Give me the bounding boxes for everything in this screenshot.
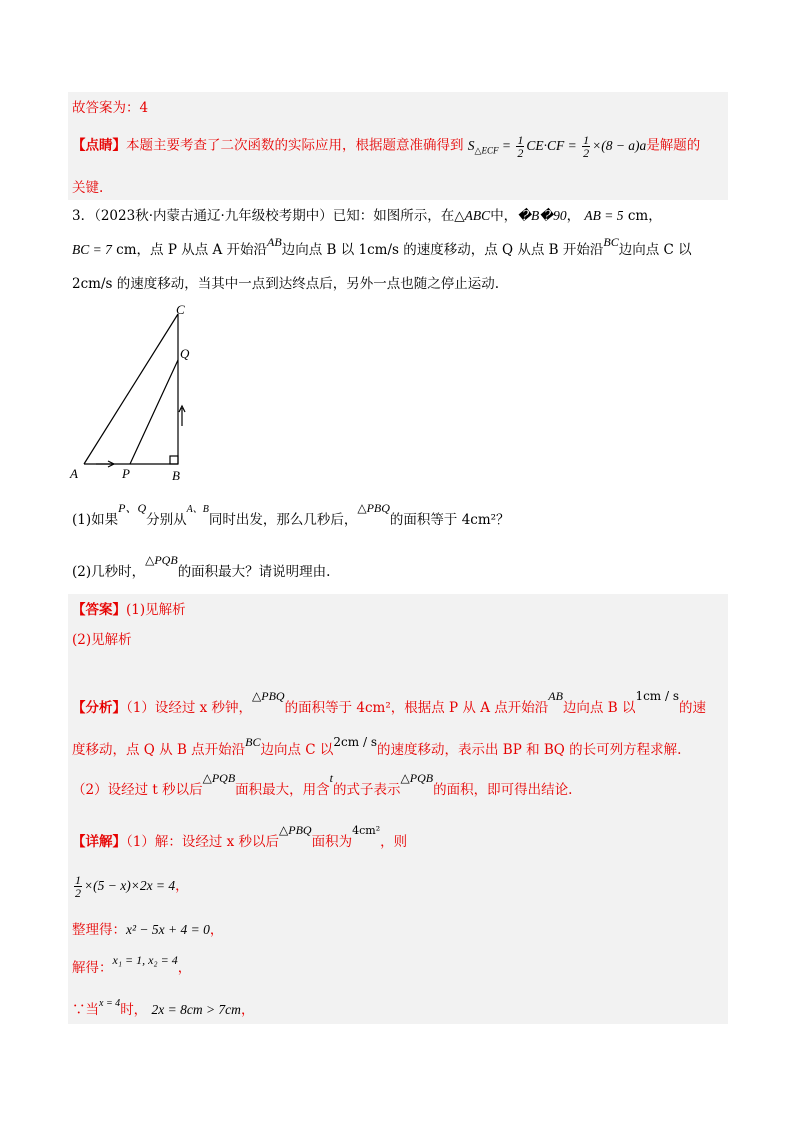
ab-raised: AB	[267, 235, 282, 249]
line2-c: 边向点 C 以	[618, 242, 692, 258]
simplify-label: 整理得：	[72, 922, 126, 938]
analysis-p3-d: 的面积，即可得出结论.	[433, 782, 573, 798]
analysis-p2-b: 边向点 C 以	[260, 742, 334, 758]
fraction-den: 2	[75, 886, 81, 900]
problem-number: 3．	[72, 208, 95, 224]
bc-raised: BC	[603, 235, 619, 249]
label-a: A	[70, 466, 78, 481]
analysis-p3-b: 面积最大，用含	[235, 782, 330, 798]
detail-p1-tri: △PBQ	[279, 823, 312, 837]
comment-line	[72, 134, 700, 160]
detail-p1-area: 4cm²	[352, 824, 381, 837]
label-p: P	[122, 466, 130, 481]
q1-pq: P、Q	[118, 501, 147, 515]
answer-tag-line	[72, 600, 186, 620]
analysis-p3-tri2: △PQB	[400, 771, 434, 785]
equation-3-comma: ，	[177, 960, 192, 976]
problem-line-3: 2cm/s 的速度移动，当其中一点到达终点后，另外一点也随之停止运动.	[72, 276, 500, 292]
problem-line-1	[72, 206, 662, 226]
question-1	[72, 501, 510, 532]
inequality-line	[72, 1000, 254, 1022]
equation-2-line	[72, 920, 223, 940]
after-tri: 中，	[490, 208, 518, 224]
fraction-half	[74, 874, 82, 899]
label-c: C	[176, 302, 185, 317]
q1-ab: A、B	[186, 504, 209, 515]
analysis-p1-c: 边向点 B 以	[562, 700, 636, 716]
q1-a: (1)如果	[72, 512, 119, 528]
answer-line: 故答案为：4	[72, 100, 149, 116]
analysis-p1-speed: 1cm / s	[635, 689, 680, 703]
comment-tag: 【点睛】	[72, 137, 126, 154]
analysis-tag: 【分析】	[72, 700, 126, 716]
analysis-p3-t: t	[329, 771, 334, 785]
cm-1: cm，	[627, 208, 662, 224]
analysis-p2-a: 度移动，点 Q 从 B 点开始沿	[72, 742, 246, 758]
comment-line-2: 关键.	[72, 180, 104, 196]
line2-b: 边向点 B 以 1cm/s 的速度移动，点 Q 从点 B 开始沿	[281, 242, 604, 258]
label-b: B	[172, 468, 180, 483]
detail-p1-b: 面积为	[311, 834, 353, 850]
comment-text-a: 本题主要考查了二次函数的实际应用，根据题意准确得到	[126, 137, 464, 154]
equation-2-comma: ，	[209, 922, 224, 938]
analysis-p1-a: （1）设经过 x 秒钟，	[126, 700, 253, 716]
shi-label: 时，	[120, 1002, 148, 1018]
equation-3-line	[72, 953, 192, 978]
question-2	[72, 553, 331, 582]
x-equals-4: x = 4	[99, 998, 121, 1009]
problem-source: （2023秋·内蒙古通辽·九年级校考期中）已知：如图所示，在	[94, 208, 455, 224]
q1-d: 的面积等于 4cm²？	[389, 512, 510, 528]
q2-a: (2)几秒时，	[72, 564, 146, 580]
right-angle-mark	[170, 456, 178, 464]
analysis-line-2	[72, 735, 682, 760]
triangle-abc: △ABC	[454, 208, 491, 223]
label-q: Q	[180, 346, 190, 361]
comment-text-b: 是解题的	[646, 137, 701, 154]
answer-2-line: (2)见解析	[72, 632, 132, 648]
q1-c: 同时出发，那么几秒后，	[208, 512, 358, 528]
q2-b: 的面积最大？请说明理由.	[177, 564, 331, 580]
comma-1: ，	[566, 208, 581, 224]
equation-1-line	[72, 874, 189, 899]
equation-1: ×(5 − x)×2x = 4	[84, 878, 176, 893]
analysis-p3-tri: △PQB	[202, 771, 236, 785]
q2-tri: △PQB	[145, 553, 178, 567]
garbled-angle: �B�90	[517, 208, 567, 223]
fraction-num: 1	[75, 873, 81, 887]
segment-pq	[130, 360, 178, 464]
detail-line-1	[72, 823, 408, 853]
analysis-p3-a: （2）设经过 t 秒以后	[72, 782, 203, 798]
analysis-p1-ab: AB	[548, 689, 563, 703]
because-label: ∵当	[72, 1002, 99, 1018]
side-ac	[84, 314, 178, 464]
solve-label: 解得：	[72, 960, 113, 976]
analysis-p3-c: 的式子表示	[333, 782, 401, 798]
analysis-p1-b: 的面积等于 4cm²，根据点 P 从 A 点开始沿	[284, 700, 549, 716]
equation-2: x² − 5x + 4 = 0	[126, 922, 210, 937]
triangle-figure	[66, 300, 206, 484]
q1-b: 分别从	[146, 512, 187, 528]
analysis-p1-d: 的速	[679, 700, 707, 716]
detail-tag: 【详解】	[72, 834, 126, 850]
comment-formula: $S_{\triangle ECF}$ = $\frac{1}{2}$ CE·CF = $\frac{1}{2}$ ×(8 − a)a	[467, 133, 647, 160]
line2-a: cm，点 P 从点 A 开始沿	[116, 242, 268, 258]
equation-3: x₁ = 1, x₂ = 4	[112, 953, 178, 967]
analysis-p2-c: 的速度移动，表示出 BP 和 BQ 的长可列方程求解.	[377, 742, 682, 758]
q1-tri: △PBQ	[357, 501, 390, 515]
analysis-line-3	[72, 771, 573, 800]
answer-1: (1)见解析	[126, 602, 186, 618]
equation-1-comma: ，	[175, 878, 189, 894]
analysis-p2-speed: 2cm / s	[333, 735, 377, 749]
detail-p1-c: ，则	[380, 834, 408, 850]
analysis-p1-tri: △PBQ	[252, 689, 285, 703]
analysis-line-1	[72, 689, 707, 718]
inequality: 2x = 8cm > 7cm	[151, 1002, 241, 1017]
detail-p1-a: （1）解：设经过 x 秒以后	[126, 834, 280, 850]
answer-tag: 【答案】	[72, 602, 126, 618]
inequality-comma: ，	[240, 1002, 255, 1018]
analysis-p2-bc: BC	[245, 735, 261, 749]
ab-equation: AB = 5	[584, 208, 624, 223]
bc-equation: BC = 7	[72, 242, 112, 257]
problem-line-2	[72, 235, 692, 260]
